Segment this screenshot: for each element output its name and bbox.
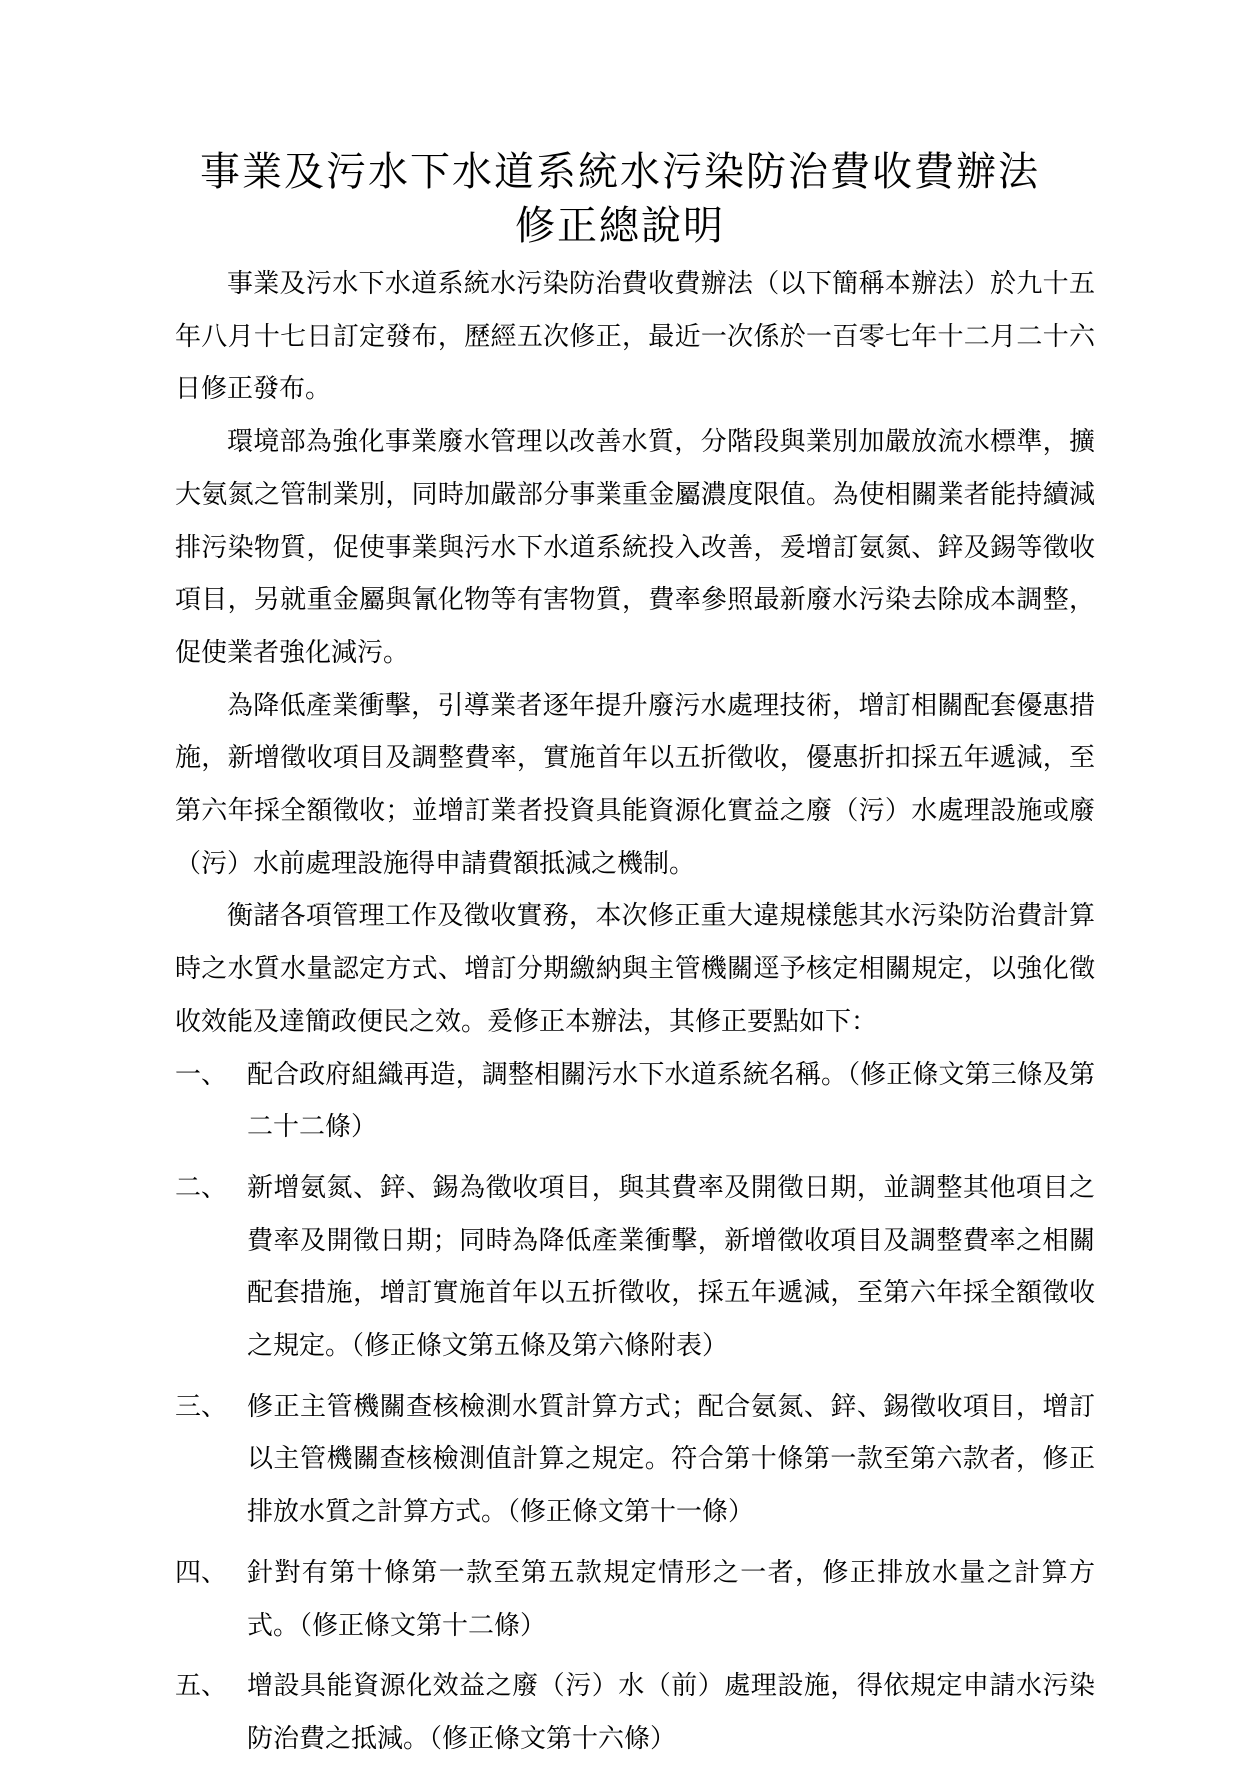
list-item-text: 新增氨氮、鋅、錫為徵收項目，與其費率及開徵日期，並調整其他項目之費率及開徵日期；同時為降低產業衝擊，新增徵收項目及調整費率之相關配套措施，增訂實施首年以五折徵收，採五年遞減，至第六年採全額徵收之規定。（修正條文第五條及第六條附表） bbox=[247, 1172, 1095, 1362]
list-item bbox=[175, 1547, 1095, 1652]
list-item bbox=[175, 1660, 1095, 1765]
list-item-number: 二、 bbox=[175, 1172, 228, 1203]
document-title: 事業及污水下水道系統水污染防治費收費辦法 bbox=[200, 149, 1040, 195]
list-item-text: 修正主管機關查核檢測水質計算方式；配合氨氮、鋅、錫徵收項目，增訂以主管機關查核檢測值計算之規定。符合第十條第一款至第六款者，修正排放水質之計算方式。（修正條文第十一條） bbox=[247, 1391, 1095, 1528]
paragraph-intro: 事業及污水下水道系統水污染防治費收費辦法（以下簡稱本辦法）於九十五年八月十七日訂定發布，歷經五次修正，最近一次係於一百零七年十二月二十六日修正發布。 bbox=[175, 269, 1095, 405]
document-body bbox=[175, 258, 1095, 1774]
list-item-number: 四、 bbox=[175, 1557, 228, 1588]
list-item-text: 配合政府組織再造，調整相關污水下水道系統名稱。（修正條文第三條及第二十二條） bbox=[247, 1059, 1095, 1143]
list-item-text: 增設具能資源化效益之廢（污）水（前）處理設施，得依規定申請水污染防治費之抵減。（修正條文第十六條） bbox=[247, 1671, 1095, 1754]
list-item-number: 三、 bbox=[175, 1391, 228, 1422]
document-subtitle: 修正總說明 bbox=[515, 203, 725, 249]
amendment-points-list bbox=[175, 1049, 1095, 1766]
paragraph-background: 環境部為強化事業廢水管理以改善水質，分階段與業別加嚴放流水標準，擴大氨氮之管制業別，同時加嚴部分事業重金屬濃度限值。為使相關業者能持續減排污染物質，促使事業與污水下水道系統投入改善，爰增訂氨氮、鋅及錫等徵收項目，另就重金屬與氰化物等有害物質，費率參照最新廢水污染去除成本調整，促使業者強化減污。 bbox=[175, 427, 1095, 668]
paragraph-amendment: 衡諸各項管理工作及徵收實務，本次修正重大違規樣態其水污染防治費計算時之水質水量認定方式、增訂分期繳納與主管機關逕予核定相關規定，以強化徵收效能及達簡政便民之效。爰修正本辦法，其修正要點如下： bbox=[175, 901, 1095, 1037]
list-item bbox=[175, 1049, 1095, 1154]
list-item bbox=[175, 1162, 1095, 1373]
list-item-number: 五、 bbox=[175, 1671, 228, 1702]
list-item bbox=[175, 1381, 1095, 1539]
list-item-number: 一、 bbox=[175, 1059, 228, 1090]
list-item-text: 針對有第十條第一款至第五款規定情形之一者，修正排放水量之計算方式。（修正條文第十二條） bbox=[247, 1557, 1095, 1641]
paragraph-measures: 為降低產業衝擊，引導業者逐年提升廢污水處理技術，增訂相關配套優惠措施，新增徵收項目及調整費率，實施首年以五折徵收，優惠折扣採五年遞減，至第六年採全額徵收；並增訂業者投資具能資源化實益之廢（污）水處理設施或廢（污）水前處理設施得申請費額抵減之機制。 bbox=[175, 690, 1095, 879]
